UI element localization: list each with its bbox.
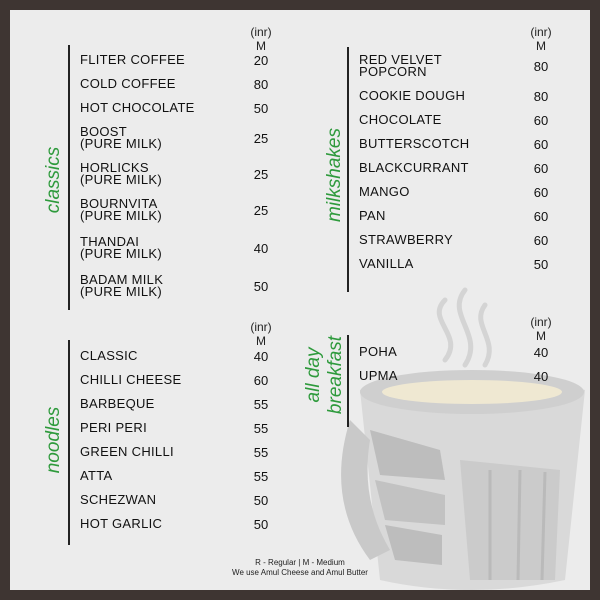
menu-item-price: 50 — [253, 101, 269, 116]
menu-item-title: HOT GARLIC — [80, 516, 163, 531]
breakfast-size-label: M — [536, 329, 546, 343]
menu-item-price: 50 — [253, 517, 269, 532]
menu-item-price: 55 — [253, 397, 269, 412]
breakfast-title-line2: breakfast — [325, 335, 346, 415]
footer-note: We use Amul Cheese and Amul Butter — [232, 568, 368, 577]
menu-item-price: 60 — [533, 233, 549, 248]
menu-item-subtitle: (PURE MILK) — [80, 208, 163, 223]
menu-item-subtitle: (PURE MILK) — [80, 172, 163, 187]
menu-item-price: 50 — [253, 279, 269, 294]
menu-item-name — [359, 370, 398, 382]
menu-item-title: CHILLI CHEESE — [80, 372, 182, 387]
milkshakes-price-unit: (inr) — [530, 25, 552, 39]
menu-item-title: BOURNVITA — [80, 196, 158, 211]
menu-item-price: 20 — [253, 53, 269, 68]
menu-item-title: VANILLA — [359, 256, 414, 271]
menu-item-price: 25 — [253, 203, 269, 218]
menu-item-title: PERI PERI — [80, 420, 147, 435]
breakfast-price-unit: (inr) — [530, 315, 552, 329]
noodles-size-label: M — [256, 334, 266, 348]
menu-item-title: THANDAI — [80, 234, 140, 249]
classics-price-unit: (inr) — [250, 25, 272, 39]
menu-item-title: BUTTERSCOTCH — [359, 136, 470, 151]
menu-item-price: 80 — [253, 77, 269, 92]
menu-item-price: 60 — [533, 113, 549, 128]
menu-item-price: 60 — [533, 137, 549, 152]
breakfast-divider — [347, 335, 349, 427]
menu-item-subtitle: POPCORN — [359, 64, 427, 79]
menu-item-title: SCHEZWAN — [80, 492, 157, 507]
menu-item-price: 55 — [253, 421, 269, 436]
footer-legend: R - Regular | M - Medium — [255, 558, 345, 567]
menu-item-price: 60 — [533, 185, 549, 200]
classics-title: classics — [43, 146, 64, 214]
menu-item-title: BARBEQUE — [80, 396, 155, 411]
menu-item-subtitle: (PURE MILK) — [80, 284, 163, 299]
menu-item-title: ATTA — [80, 468, 113, 483]
classics-size-label: M — [256, 39, 266, 53]
menu-item-price: 55 — [253, 445, 269, 460]
menu-item-title: HOT CHOCOLATE — [80, 100, 195, 115]
menu-item-title: HORLICKS — [80, 160, 149, 175]
menu-item-title: BADAM MILK — [80, 272, 164, 287]
menu-item-price: 50 — [533, 257, 549, 272]
menu-item-price: 80 — [533, 89, 549, 104]
menu-item-title: PAN — [359, 208, 386, 223]
menu-item-title: FLITER COFFEE — [80, 52, 186, 67]
menu-item-title: CHOCOLATE — [359, 112, 442, 127]
menu-item-title: GREEN CHILLI — [80, 444, 174, 459]
menu-item-title: STRAWBERRY — [359, 232, 454, 247]
breakfast-title-line1: all day — [303, 347, 324, 403]
milkshakes-title: milkshakes — [324, 128, 345, 222]
menu-item-title: COLD COFFEE — [80, 76, 176, 91]
menu-item-title: UPMA — [359, 368, 398, 383]
menu-item-price: 25 — [253, 167, 269, 182]
menu-item-price: 40 — [533, 345, 549, 360]
noodles-price-unit: (inr) — [250, 320, 272, 334]
menu-item-title: POHA — [359, 344, 398, 359]
menu-item-title: CLASSIC — [80, 348, 138, 363]
menu-item-subtitle: (PURE MILK) — [80, 136, 163, 151]
menu-item-price: 60 — [533, 209, 549, 224]
menu-item-title: MANGO — [359, 184, 410, 199]
menu-item-title: BOOST — [80, 124, 128, 139]
menu-item-price: 80 — [533, 59, 549, 74]
menu-item-title: COOKIE DOUGH — [359, 88, 466, 103]
menu-item-price: 40 — [253, 349, 269, 364]
milkshakes-size-label: M — [536, 39, 546, 53]
menu-item-price: 40 — [253, 241, 269, 256]
breakfast-section — [10, 10, 590, 590]
menu-item-price: 40 — [533, 369, 549, 384]
noodles-title: noodles — [43, 406, 64, 474]
menu-board — [10, 10, 590, 590]
menu-item-subtitle: (PURE MILK) — [80, 246, 163, 261]
menu-item-title: RED VELVET — [359, 52, 442, 67]
menu-item-title: BLACKCURRANT — [359, 160, 469, 175]
menu-item-price: 25 — [253, 131, 269, 146]
menu-item-price: 60 — [253, 373, 269, 388]
menu-item-name — [359, 346, 397, 358]
menu-item-price: 50 — [253, 493, 269, 508]
menu-item-price: 60 — [533, 161, 549, 176]
menu-item-price: 55 — [253, 469, 269, 484]
